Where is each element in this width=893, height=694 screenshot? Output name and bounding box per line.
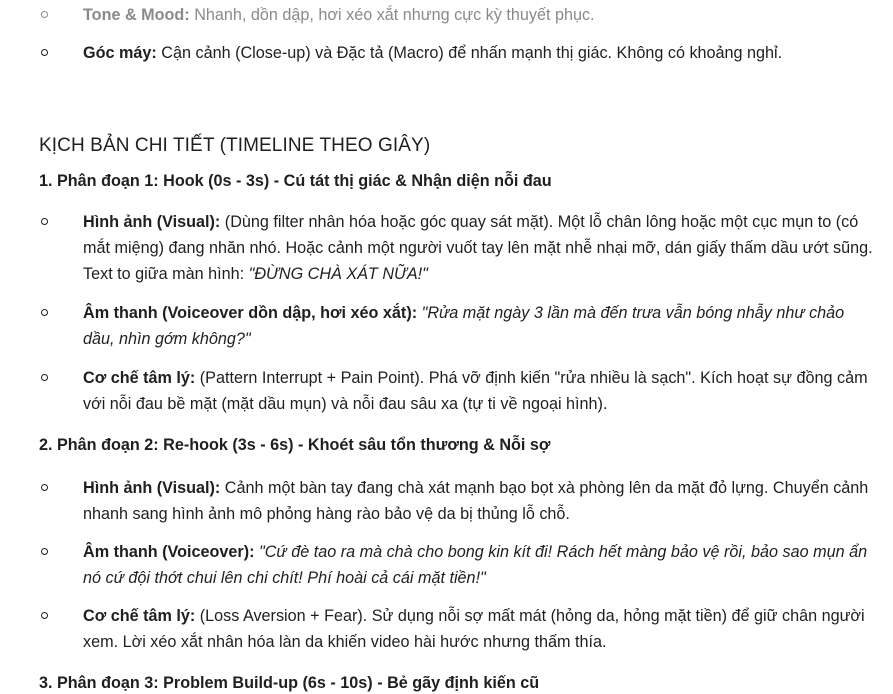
bullet-camera [0, 40, 893, 66]
camera-text: Cận cảnh (Close-up) và Đặc tả (Macro) để nhấn mạnh thị giác. Không có khoảng nghỉ. [156, 44, 783, 62]
segment-2-psych [0, 603, 893, 655]
segment-2-audio [0, 539, 893, 591]
tone-label: Tone & Mood: [83, 6, 190, 24]
visual-quote: "ĐỪNG CHÀ XÁT NỮA!" [248, 265, 428, 283]
psych-label: Cơ chế tâm lý: [83, 607, 196, 625]
tone-text: Nhanh, dồn dập, hơi xéo xắt nhưng cực kỳ thuyết phục. [189, 6, 595, 24]
segment-2-visual [0, 475, 893, 527]
visual-label: Hình ảnh (Visual): [83, 213, 221, 231]
bullet-marker [41, 218, 48, 225]
bullet-marker [41, 374, 48, 381]
psych-label: Cơ chế tâm lý: [83, 369, 196, 387]
segment-2-heading: 2. Phân đoạn 2: Re-hook (3s - 6s) - Khoét sâu tổn thương & Nỗi sợ [39, 436, 551, 454]
camera-label: Góc máy: [83, 44, 157, 62]
psych-text: (Pattern Interrupt + Pain Point). Phá vỡ định kiến "rửa nhiều là sạch". Kích hoạt sự đồng cảm với nỗi đau bề mặt (mặt dầu mụn) và nỗi đau sâu xa (tự ti về ngoại hình). [83, 369, 868, 413]
bullet-marker [41, 49, 48, 56]
bullet-tone-mood [0, 2, 893, 28]
segment-3-heading: 3. Phân đoạn 3: Problem Build-up (6s - 10s) - Bẻ gãy định kiến cũ [39, 674, 540, 692]
visual-text: (Dùng filter nhân hóa hoặc góc quay sát mặt). Một lỗ chân lông hoặc một cục mụn to (có mắt miệng) đang nhăn nhó. Hoặc cảnh một người vuốt tay lên mặt nhễ nhại mỡ, dán giấy thấm dầu ướt sũng. Text to giữa màn hình: [83, 213, 873, 283]
bullet-marker [41, 612, 48, 619]
audio-quote: "Rửa mặt ngày 3 lần mà đến trưa vẫn bóng nhẫy như chảo dầu, nhìn gớm không?" [83, 304, 845, 348]
bullet-marker [41, 309, 48, 316]
segment-1-visual [0, 209, 893, 287]
section-title: KỊCH BẢN CHI TIẾT (TIMELINE THEO GIÂY) [39, 135, 431, 156]
bullet-marker [41, 11, 48, 18]
segment-1-heading: 1. Phân đoạn 1: Hook (0s - 3s) - Cú tát thị giác & Nhận diện nỗi đau [39, 172, 552, 190]
segment-1-psych [0, 365, 893, 417]
segment-1-audio [0, 300, 893, 352]
bullet-marker [41, 484, 48, 491]
audio-label: Âm thanh (Voiceover): [83, 543, 255, 561]
visual-text: Cảnh một bàn tay đang chà xát mạnh bạo bọt xà phòng lên da mặt đỏ lựng. Chuyển cảnh nhanh sang hình ảnh mô phỏng hàng rào bảo vệ da bị thủng lỗ chỗ. [83, 479, 869, 523]
audio-label: Âm thanh (Voiceover dồn dập, hơi xéo xắt): [83, 304, 418, 322]
visual-label: Hình ảnh (Visual): [83, 479, 221, 497]
psych-text: (Loss Aversion + Fear). Sử dụng nỗi sợ mất mát (hỏng da, hỏng mặt tiền) để giữ chân người xem. Lời xéo xắt nhân hóa làn da khiến video hài hước nhưng thấm thía. [83, 607, 865, 651]
bullet-marker [41, 548, 48, 555]
audio-quote: "Cứ đè tao ra mà chà cho bong kin kít đi! Rách hết màng bảo vệ rồi, bảo sao mụn ẩn nó cứ đội thớt chui lên chi chít! Phí hoài cả cái mặt tiền!" [83, 543, 868, 587]
